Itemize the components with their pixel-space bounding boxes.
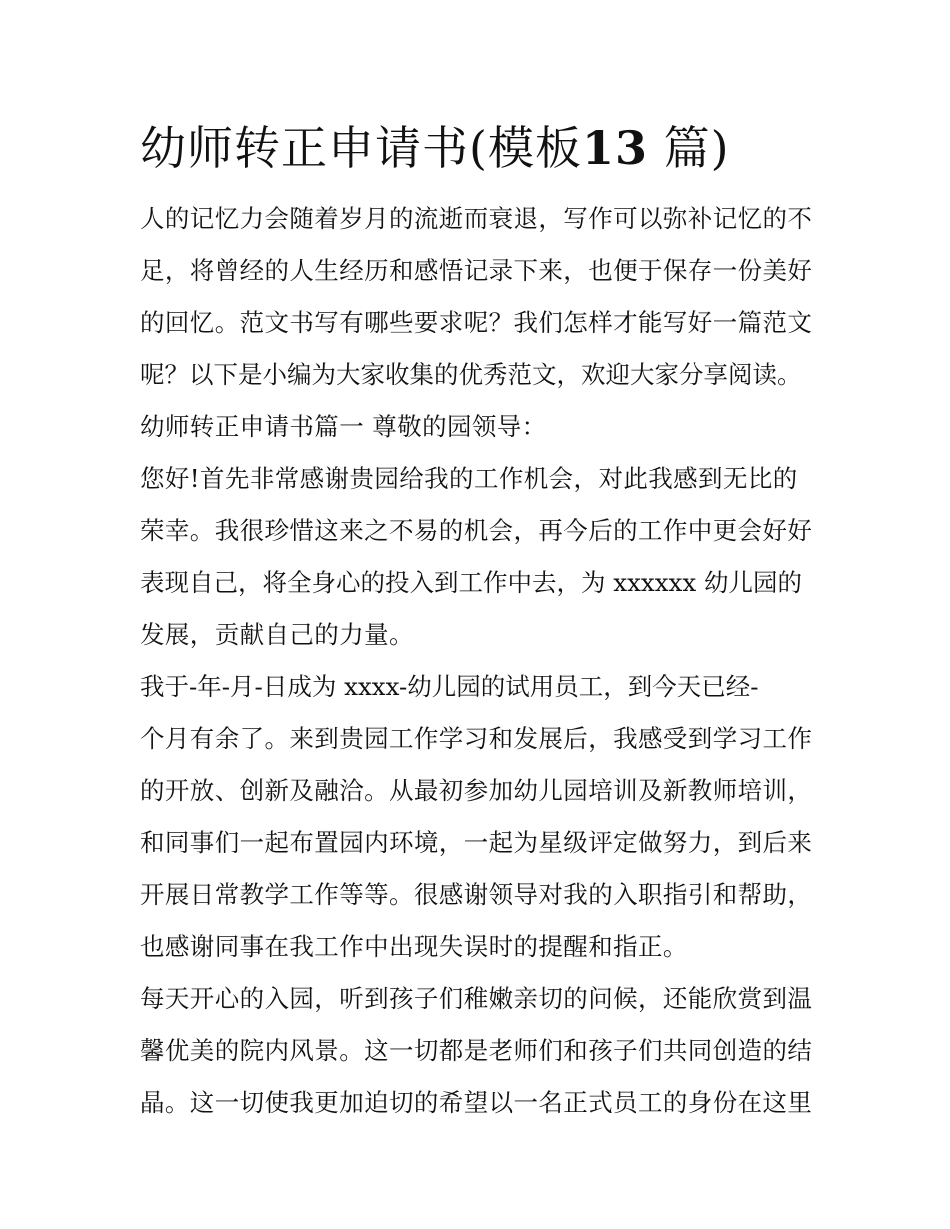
document-body xyxy=(140,193,820,1129)
title-prefix: 幼师转正申请书(模板 xyxy=(140,121,582,175)
section-heading-line: 幼师转正申请书篇一 尊敬的园领导： xyxy=(140,412,547,441)
body-line: 每天开心的入园，听到孩子们稚嫩亲切的问候，还能欣赏到温 xyxy=(140,984,813,1013)
title-suffix: 篇) xyxy=(663,121,730,175)
body-line: 人的记忆力会随着岁月的流逝而衰退，写作可以弥补记忆的不 xyxy=(140,204,813,233)
body-line: 发展，贡献自己的力量。 xyxy=(140,620,414,649)
body-line: 和同事们一起布置园内环境，一起为星级评定做努力，到后来 xyxy=(140,828,813,857)
body-line: 的开放、创新及融洽。从最初参加幼儿园培训及新教师培训， xyxy=(140,776,813,805)
body-line: 表现自己，将全身心的投入到工作中去，为 xxxxxx 幼儿园的 xyxy=(140,568,802,597)
title-number: 13 xyxy=(581,121,648,175)
body-line: 馨优美的院内风景。这一切都是老师们和孩子们共同创造的结 xyxy=(140,1036,813,1065)
body-line: 的回忆。范文书写有哪些要求呢？我们怎样才能写好一篇范文 xyxy=(140,308,813,337)
body-line: 也感谢同事在我工作中出现失误时的提醒和指正。 xyxy=(140,932,688,961)
body-line: 开展日常教学工作等等。很感谢领导对我的入职指引和帮助， xyxy=(140,880,813,909)
body-line: 我于-年-月-日成为 xxxx-幼儿园的试用员工，到今天已经- xyxy=(140,672,759,701)
body-line: 足，将曾经的人生经历和感悟记录下来，也便于保存一份美好 xyxy=(140,256,813,285)
document-title xyxy=(140,118,730,178)
body-line: 您好!首先非常感谢贵园给我的工作机会，对此我感到无比的 xyxy=(140,464,798,493)
body-line: 荣幸。我很珍惜这来之不易的机会，再今后的工作中更会好好 xyxy=(140,516,813,545)
body-line: 晶。这一切使我更加迫切的希望以一名正式员工的身份在这里 xyxy=(140,1088,813,1117)
body-line: 呢？以下是小编为大家收集的优秀范文，欢迎大家分享阅读。 xyxy=(140,360,802,389)
body-line: 个月有余了。来到贵园工作学习和发展后，我感受到学习工作 xyxy=(140,724,813,753)
